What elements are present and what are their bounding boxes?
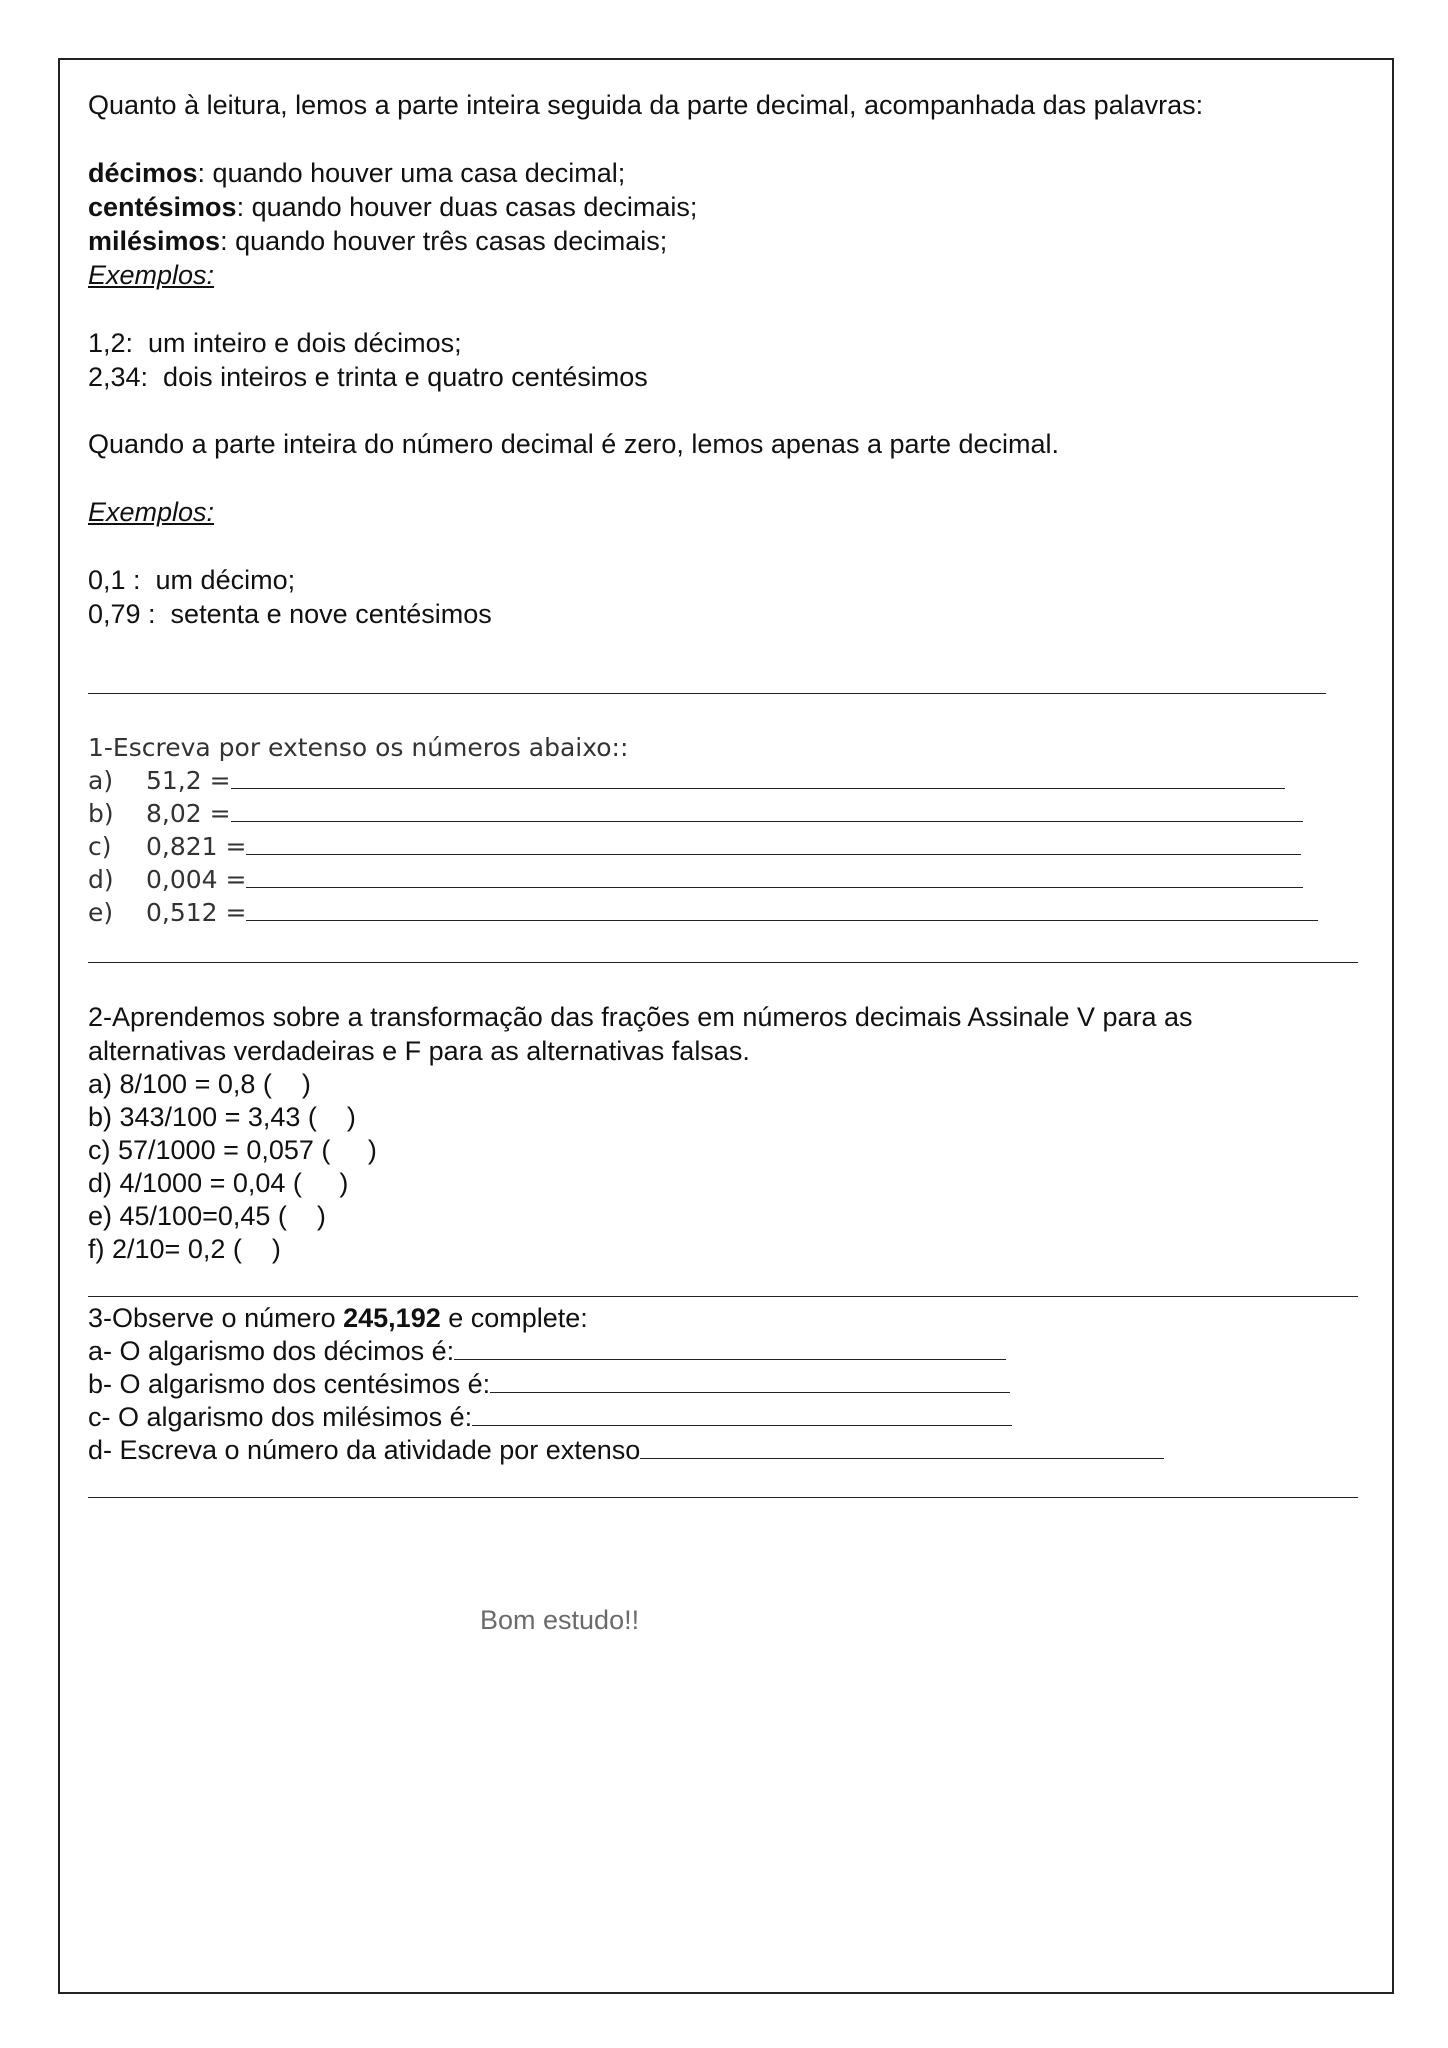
- section-divider: [88, 962, 1358, 963]
- answer-line[interactable]: [231, 764, 1285, 789]
- item-text: c- O algarismo dos milésimos é:: [88, 1402, 473, 1432]
- question-2-item[interactable]: b) 343/100 = 3,43 ( ): [88, 1102, 356, 1132]
- answer-line[interactable]: [454, 1335, 1006, 1360]
- farewell-text: Bom estudo!!: [480, 1605, 640, 1635]
- answer-line[interactable]: [231, 797, 1303, 822]
- definition-centesimos: [88, 190, 697, 224]
- item-letter: e): [88, 898, 114, 927]
- item-text: a- O algarismo dos décimos é:: [88, 1336, 455, 1366]
- definition-text: : quando houver uma casa decimal;: [197, 158, 626, 188]
- answer-line[interactable]: [246, 830, 1301, 855]
- item-value: 0,512 =: [146, 898, 247, 927]
- title-suffix: e complete:: [440, 1303, 588, 1333]
- question-2-title-line2: alternativas verdadeiras e F para as alternativas falsas.: [88, 1036, 750, 1066]
- question-2-item[interactable]: e) 45/100=0,45 ( ): [88, 1201, 326, 1231]
- example-line: 0,79 : setenta e nove centésimos: [88, 599, 492, 629]
- item-letter: a): [88, 766, 114, 795]
- answer-line[interactable]: [490, 1368, 1010, 1393]
- question-1-item: [88, 896, 1318, 930]
- question-3-item: [88, 1433, 1164, 1467]
- zero-rule-text: Quando a parte inteira do número decimal é zero, lemos apenas a parte decimal.: [88, 429, 1060, 459]
- item-text: d- Escreva o número da atividade por extenso: [88, 1435, 641, 1465]
- question-1-item: [88, 830, 1301, 864]
- answer-line[interactable]: [640, 1434, 1164, 1459]
- title-prefix: 3-Observe o número: [88, 1303, 344, 1333]
- item-letter: c): [88, 832, 112, 861]
- section-divider: [88, 693, 1326, 694]
- item-value: 0,821 =: [146, 832, 247, 861]
- term: milésimos: [88, 226, 221, 256]
- example-line: 0,1 : um décimo;: [88, 565, 296, 595]
- question-3-item: [88, 1367, 1010, 1401]
- question-1-item: [88, 797, 1303, 831]
- section-divider: [88, 1296, 1358, 1297]
- question-1-title: 1-Escreva por extenso os números abaixo::: [88, 733, 629, 762]
- answer-line[interactable]: [246, 863, 1303, 888]
- item-letter: b): [88, 799, 114, 828]
- item-value: 8,02 =: [146, 799, 231, 828]
- example-line: 2,34: dois inteiros e trinta e quatro centésimos: [88, 362, 648, 392]
- term: décimos: [88, 158, 198, 188]
- highlighted-number: 245,192: [343, 1303, 441, 1333]
- question-2-item[interactable]: d) 4/1000 = 0,04 ( ): [88, 1168, 349, 1198]
- intro-text: Quanto à leitura, lemos a parte inteira seguida da parte decimal, acompanhada das palavras:: [88, 90, 1204, 120]
- question-1-item: [88, 863, 1303, 897]
- item-text: b- O algarismo dos centésimos é:: [88, 1369, 491, 1399]
- answer-line[interactable]: [246, 896, 1318, 921]
- item-letter: d): [88, 865, 114, 894]
- examples-label: Exemplos:: [88, 497, 215, 527]
- answer-line[interactable]: [472, 1401, 1012, 1426]
- question-3-item: [88, 1400, 1012, 1434]
- term: centésimos: [88, 192, 237, 222]
- question-3-item: [88, 1334, 1006, 1368]
- question-2-item[interactable]: a) 8/100 = 0,8 ( ): [88, 1069, 311, 1099]
- item-value: 51,2 =: [146, 766, 231, 795]
- question-1-item: [88, 764, 1285, 798]
- question-3-title: [88, 1301, 588, 1335]
- question-2-title-line1: 2-Aprendemos sobre a transformação das frações em números decimais Assinale V para as: [88, 1002, 1193, 1032]
- question-2-item[interactable]: c) 57/1000 = 0,057 ( ): [88, 1135, 377, 1165]
- example-line: 1,2: um inteiro e dois décimos;: [88, 328, 462, 358]
- section-divider: [88, 1497, 1358, 1498]
- question-2-item[interactable]: f) 2/10= 0,2 ( ): [88, 1234, 281, 1264]
- definition-text: : quando houver três casas decimais;: [220, 226, 668, 256]
- item-value: 0,004 =: [146, 865, 247, 894]
- definition-text: : quando houver duas casas decimais;: [236, 192, 698, 222]
- examples-label: Exemplos:: [88, 260, 215, 290]
- definition-milesimos: [88, 224, 667, 258]
- definition-decimos: [88, 156, 625, 190]
